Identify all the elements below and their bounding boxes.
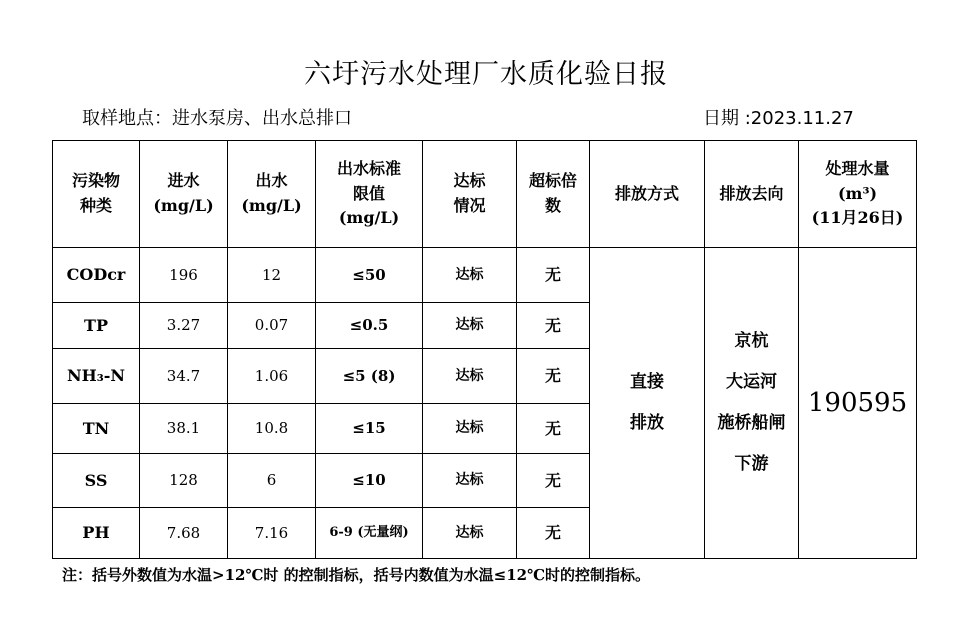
header-treated-volume: 处理水量 (m³) (11月26日) (799, 141, 917, 248)
header-influent: 进水 (mg/L) (140, 141, 228, 248)
exceed-multiple: 无 (517, 248, 590, 303)
discharge-method: 直接 排放 (590, 248, 705, 559)
header-effluent: 出水 (mg/L) (228, 141, 316, 248)
effluent-limit: ≤15 (316, 404, 423, 454)
effluent-limit: ≤10 (316, 454, 423, 508)
effluent-value: 12 (228, 248, 316, 303)
header-effluent-limit: 出水标准 限值 (mg/L) (316, 141, 423, 248)
header-exceed-multiple: 超标倍 数 (517, 141, 590, 248)
pollutant-type: TN (53, 404, 140, 454)
compliance-status: 达标 (423, 404, 517, 454)
pollutant-type: CODcr (53, 248, 140, 303)
header-compliance-status: 达标 情况 (423, 141, 517, 248)
compliance-status: 达标 (423, 454, 517, 508)
effluent-value: 0.07 (228, 303, 316, 349)
discharge-destination: 京杭 大运河 施桥船闸 下游 (705, 248, 799, 559)
influent-value: 128 (140, 454, 228, 508)
sampling-location: 取样地点：进水泵房、出水总排口 (82, 108, 352, 129)
water-quality-table (52, 140, 917, 559)
header-discharge-destination: 排放去向 (705, 141, 799, 248)
effluent-limit: 6-9 (无量纲) (316, 508, 423, 559)
report-date: 日期 :2023.11.27 (703, 108, 854, 129)
influent-value: 7.68 (140, 508, 228, 559)
effluent-limit: ≤50 (316, 248, 423, 303)
effluent-limit: ≤0.5 (316, 303, 423, 349)
footnote: 注：括号外数值为水温>12℃时 的控制指标，括号内数值为水温≤12℃时的控制指标。 (62, 566, 651, 584)
exceed-multiple: 无 (517, 303, 590, 349)
treated-volume: 190595 (799, 248, 917, 559)
header-discharge-method: 排放方式 (590, 141, 705, 248)
influent-value: 38.1 (140, 404, 228, 454)
effluent-value: 6 (228, 454, 316, 508)
exceed-multiple: 无 (517, 349, 590, 404)
pollutant-type: SS (53, 454, 140, 508)
pollutant-type: NH₃-N (53, 349, 140, 404)
header-pollutant-type: 污染物 种类 (53, 141, 140, 248)
compliance-status: 达标 (423, 248, 517, 303)
compliance-status: 达标 (423, 349, 517, 404)
pollutant-type: TP (53, 303, 140, 349)
effluent-value: 10.8 (228, 404, 316, 454)
exceed-multiple: 无 (517, 404, 590, 454)
effluent-value: 1.06 (228, 349, 316, 404)
compliance-status: 达标 (423, 303, 517, 349)
table-row (53, 248, 917, 303)
exceed-multiple: 无 (517, 454, 590, 508)
effluent-value: 7.16 (228, 508, 316, 559)
compliance-status: 达标 (423, 508, 517, 559)
pollutant-type: PH (53, 508, 140, 559)
effluent-limit: ≤5 (8) (316, 349, 423, 404)
exceed-multiple: 无 (517, 508, 590, 559)
influent-value: 3.27 (140, 303, 228, 349)
report-title: 六圩污水处理厂水质化验日报 (304, 59, 668, 90)
influent-value: 34.7 (140, 349, 228, 404)
header-row (53, 141, 917, 248)
influent-value: 196 (140, 248, 228, 303)
